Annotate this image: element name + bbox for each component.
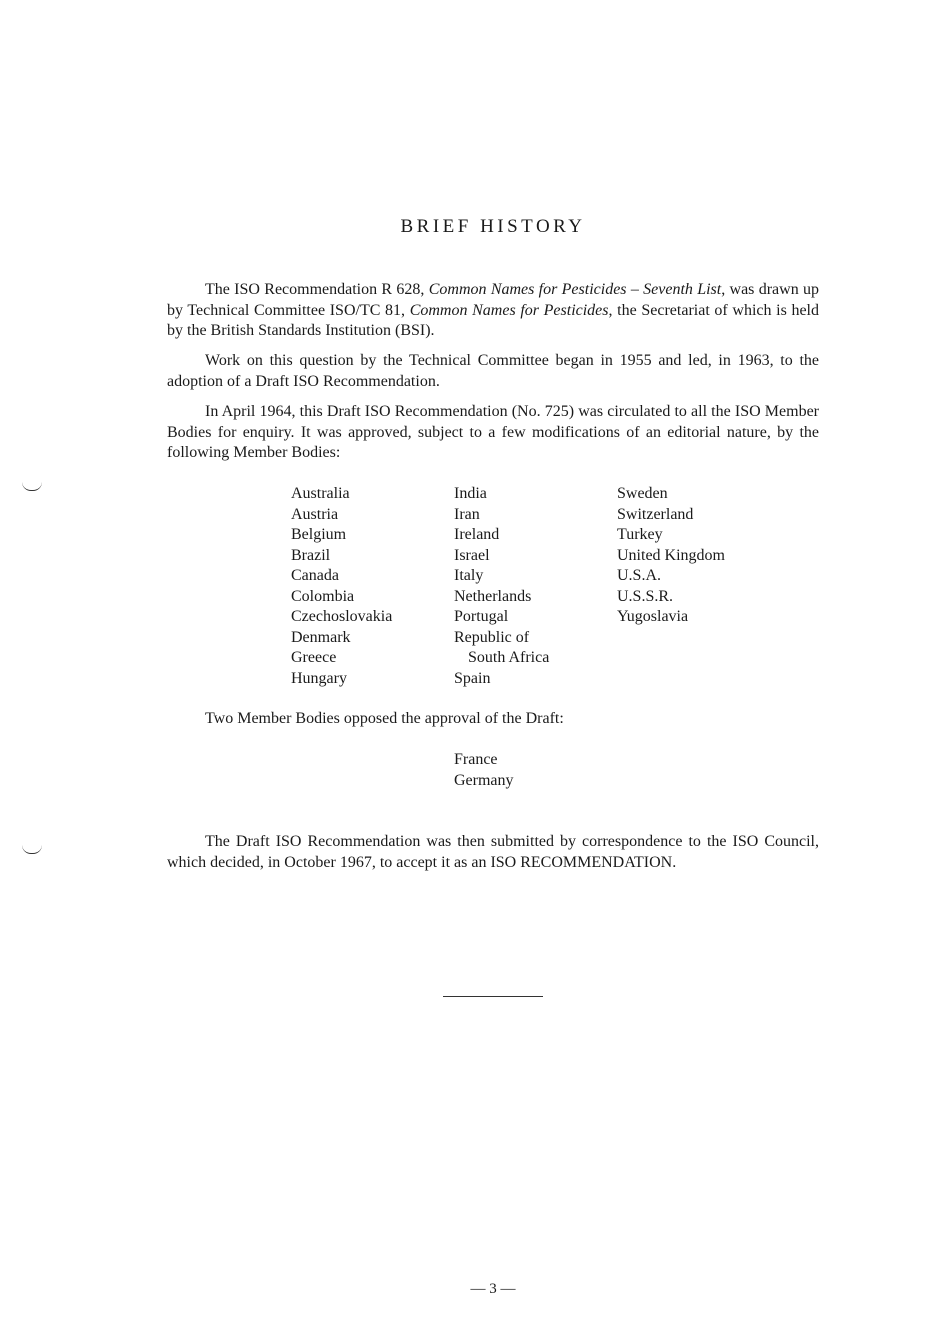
list-item: Germany bbox=[454, 771, 514, 789]
paragraph-work bbox=[167, 351, 819, 392]
list-item: Turkey bbox=[617, 526, 663, 543]
list-item: Hungary bbox=[291, 669, 347, 687]
list-item: Colombia bbox=[291, 587, 355, 605]
approving-bodies-column-3 bbox=[617, 484, 725, 628]
list-item: Netherlands bbox=[454, 587, 532, 605]
list-item: Switzerland bbox=[617, 505, 694, 523]
list-item: Yugoslavia bbox=[617, 608, 689, 625]
intro-committee-name: Common Names for Pesticides bbox=[409, 301, 609, 319]
paragraph-council bbox=[167, 832, 819, 873]
list-item: Republic of bbox=[454, 628, 530, 646]
approving-bodies-column-1 bbox=[291, 484, 392, 689]
list-item: Czechoslovakia bbox=[291, 608, 393, 625]
section-divider bbox=[443, 996, 543, 997]
list-item: Israel bbox=[454, 546, 490, 564]
work-text: Work on this question by the Technical Committee began in 1955 and led, in 1963, to the adoption of a Draft ISO Recommendation. bbox=[167, 352, 819, 390]
intro-doc-title: Common Names for Pesticides – Seventh List bbox=[428, 281, 722, 298]
list-item: Belgium bbox=[291, 526, 347, 543]
paragraph-intro bbox=[167, 280, 819, 342]
intro-text-c: , was drawn up by Technical Committee ISO/TC 81, bbox=[167, 281, 820, 319]
intro-text-a: The ISO Recommendation R 628, bbox=[205, 281, 429, 298]
list-item: France bbox=[454, 751, 498, 768]
opposed-text: Two Member Bodies opposed the approval of the Draft: bbox=[205, 710, 564, 727]
list-item: Portugal bbox=[454, 608, 509, 625]
paragraph-enquiry bbox=[167, 402, 819, 464]
page-number: — 3 — bbox=[470, 1281, 516, 1297]
list-item: Brazil bbox=[291, 546, 331, 564]
enquiry-text: In April 1964, this Draft ISO Recommendation (No. 725) was circulated to all the ISO Member Bodies for enquiry. It was approved, subject to a few modifications of an editorial nature, by the following Member Bodies: bbox=[167, 403, 819, 461]
intro-text-e: , the Secretariat of which is held by the British Standards Institution (BSI). bbox=[167, 301, 820, 339]
page-title: BRIEF HISTORY bbox=[400, 216, 586, 237]
list-item: U.S.S.R. bbox=[617, 587, 674, 605]
list-item: Austria bbox=[291, 505, 339, 523]
list-item: Iran bbox=[454, 505, 480, 523]
list-item: Spain bbox=[454, 669, 491, 687]
list-item: U.S.A. bbox=[617, 567, 662, 584]
list-item: Sweden bbox=[617, 485, 668, 502]
council-text: The Draft ISO Recommendation was then submitted by correspondence to the ISO Council, which decided, in October 1967, to accept it as an ISO RECOMMENDATION. bbox=[167, 833, 819, 871]
list-item: Denmark bbox=[291, 628, 351, 646]
list-item: India bbox=[454, 485, 487, 502]
margin-mark bbox=[22, 845, 42, 854]
list-item: Australia bbox=[291, 485, 350, 502]
opposing-bodies-list bbox=[454, 750, 514, 791]
list-item: Canada bbox=[291, 567, 339, 584]
list-item: Greece bbox=[291, 649, 337, 666]
list-item: South Africa bbox=[468, 649, 550, 666]
approving-bodies-column-2 bbox=[454, 484, 549, 689]
paragraph-opposed bbox=[167, 709, 819, 730]
margin-mark bbox=[22, 482, 42, 491]
list-item: United Kingdom bbox=[617, 546, 725, 564]
list-item: Ireland bbox=[454, 526, 500, 543]
list-item: Italy bbox=[454, 567, 484, 584]
